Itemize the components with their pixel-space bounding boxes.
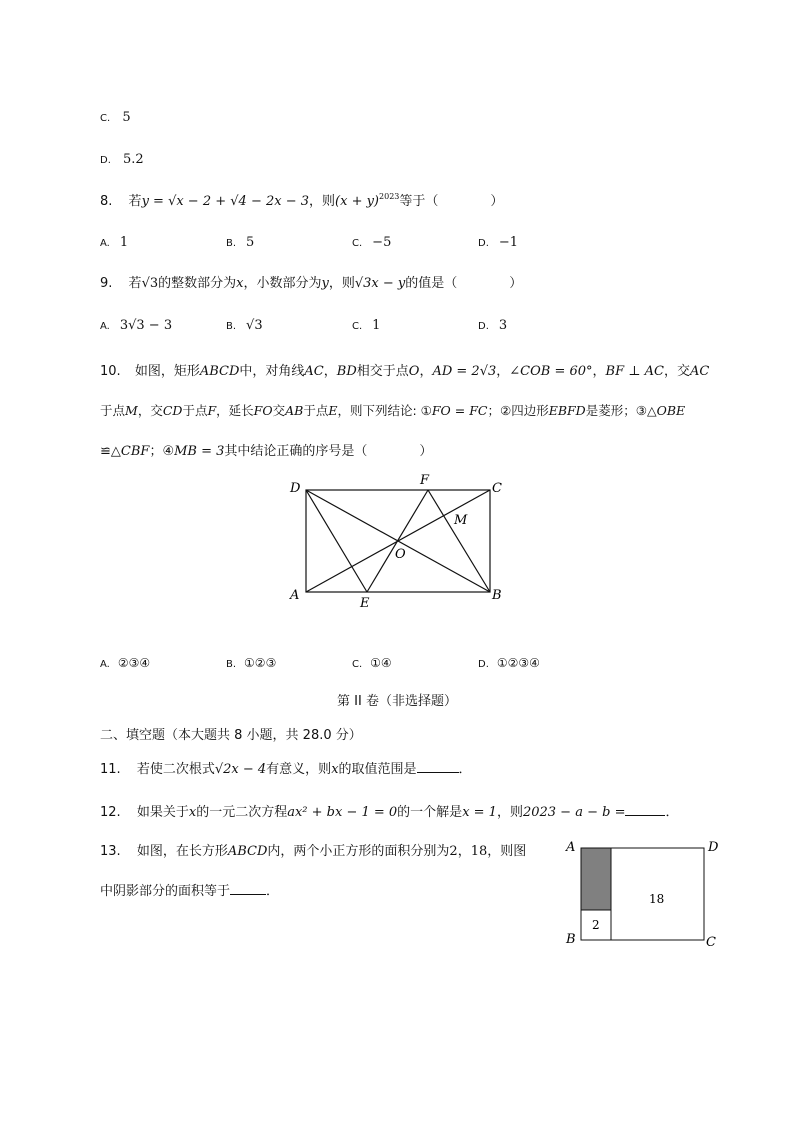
question-text: 若 bbox=[128, 276, 142, 291]
question-text: ④ bbox=[162, 444, 175, 459]
option-d: D. 3 bbox=[478, 318, 508, 333]
question-text: 内，两个小正方形的面积分别为 bbox=[267, 844, 450, 859]
vertex-label-b: B bbox=[566, 932, 576, 947]
math: x = 1 bbox=[462, 805, 497, 820]
math: AC bbox=[304, 364, 324, 379]
question-number: 13. bbox=[100, 844, 121, 859]
question-text: 于点 bbox=[182, 403, 208, 418]
math: x bbox=[331, 762, 339, 777]
equation: y = √x − 2 + √4 − 2x − 3 bbox=[141, 194, 310, 209]
segment-fb bbox=[428, 490, 490, 592]
question-text: 的整数部分为 bbox=[158, 276, 237, 291]
vertex-label-d: D bbox=[708, 840, 719, 855]
math: ∠COB = 60° bbox=[509, 364, 593, 379]
math: F bbox=[207, 403, 217, 418]
math: △OBE bbox=[646, 403, 686, 418]
question-text: ，则 bbox=[328, 276, 355, 291]
math: 18 bbox=[470, 844, 488, 859]
section-title: 第 II 卷（非选择题） bbox=[337, 694, 457, 709]
question-text: 的一元二次方程 bbox=[196, 805, 288, 820]
question-text: 若使二次根式 bbox=[136, 762, 215, 777]
question-text: ． bbox=[266, 884, 280, 899]
option-a: A. ②③④ bbox=[100, 656, 151, 670]
math: O bbox=[408, 364, 420, 379]
question-text: 若 bbox=[128, 194, 142, 209]
question-text: ， bbox=[592, 364, 606, 379]
question-text: 等于（ bbox=[399, 194, 439, 209]
question-text: ，则图 bbox=[487, 844, 527, 859]
math: △CBF bbox=[110, 444, 150, 459]
question-number: 11. bbox=[100, 762, 121, 777]
option-d: D. −1 bbox=[478, 235, 519, 250]
question-text: ， bbox=[419, 364, 433, 379]
math: BF ⊥ AC bbox=[605, 364, 664, 379]
option-c bbox=[100, 110, 131, 125]
option-label: D. bbox=[100, 155, 111, 166]
math: x bbox=[188, 805, 197, 820]
question-text: 的值是（ bbox=[405, 276, 458, 291]
option-a: A. 3√3 − 3 bbox=[100, 318, 173, 333]
question-number: 12. bbox=[100, 805, 121, 820]
segment-ef bbox=[367, 490, 428, 592]
big-square-label: 18 bbox=[649, 892, 665, 906]
question-text: 中，对角线 bbox=[239, 364, 305, 379]
question-text: 如果关于 bbox=[136, 805, 189, 820]
question-text: 于点 bbox=[100, 403, 126, 418]
math: √3 bbox=[141, 276, 159, 291]
math: BD bbox=[336, 364, 357, 379]
vertex-label-a: A bbox=[566, 840, 576, 855]
question-text: 其中结论正确的序号是（ bbox=[224, 444, 368, 459]
option-d bbox=[100, 152, 144, 167]
question-text: 的一个解是 bbox=[397, 805, 463, 820]
question-text: ， bbox=[457, 844, 471, 859]
answer-blank bbox=[625, 803, 665, 816]
point-label-m: M bbox=[454, 513, 468, 528]
math: MB = 3 bbox=[174, 444, 225, 459]
question-text: ，则 bbox=[496, 805, 523, 820]
math: EBFD bbox=[548, 403, 586, 418]
option-c: C. 1 bbox=[352, 318, 381, 333]
question-text: ，则下列结论: bbox=[337, 403, 421, 418]
math: FO bbox=[253, 403, 273, 418]
question-13-line-2 bbox=[100, 880, 279, 899]
rectangle-squares-figure bbox=[562, 836, 732, 954]
math: y bbox=[321, 276, 329, 291]
math: M bbox=[125, 403, 138, 418]
question-line-2 bbox=[100, 401, 685, 419]
question-text: 如图，在长方形 bbox=[136, 844, 228, 859]
vertex-label-d: D bbox=[290, 481, 301, 496]
question-text: ． bbox=[458, 762, 472, 777]
math: x bbox=[236, 276, 244, 291]
math: 2023 − a − b = bbox=[522, 805, 626, 820]
option-c: C. ①④ bbox=[352, 656, 392, 670]
math: AC bbox=[689, 364, 710, 379]
question-text: ② bbox=[499, 403, 512, 418]
question-8 bbox=[100, 190, 503, 209]
question-line-1 bbox=[135, 364, 709, 379]
question-text: ， bbox=[323, 364, 337, 379]
point-label-o: O bbox=[395, 547, 406, 562]
option-label: C. bbox=[100, 113, 111, 124]
small-square-label: 2 bbox=[592, 918, 600, 932]
question-text: ，交 bbox=[137, 403, 163, 418]
question-text: ① bbox=[420, 403, 432, 418]
question-text: ③ bbox=[635, 403, 647, 418]
question-text: 相交于点 bbox=[356, 364, 409, 379]
answer-blank bbox=[230, 882, 266, 895]
vertex-label-c: C bbox=[706, 935, 716, 950]
question-text: ， bbox=[496, 364, 510, 379]
question-text: 的取值范围是 bbox=[338, 762, 417, 777]
question-13 bbox=[100, 840, 526, 859]
expression: (x + y) bbox=[335, 194, 380, 209]
question-text: ≌ bbox=[100, 444, 111, 459]
question-line-3 bbox=[100, 440, 432, 459]
question-11 bbox=[100, 758, 472, 777]
vertex-label-c: C bbox=[492, 481, 502, 496]
point-label-f: F bbox=[420, 473, 430, 488]
paren-close: ） bbox=[509, 276, 523, 291]
math: CD bbox=[162, 403, 183, 418]
option-b: B. √3 bbox=[226, 318, 263, 333]
paren-close: ） bbox=[419, 444, 433, 459]
option-b: B. ①②③ bbox=[226, 656, 277, 670]
question-text: ． bbox=[665, 805, 679, 820]
question-number: 9. bbox=[100, 276, 113, 291]
rectangle-figure bbox=[280, 472, 520, 612]
math: AB bbox=[285, 403, 304, 418]
question-text: ； bbox=[149, 444, 163, 459]
answer-blank bbox=[417, 760, 459, 773]
question-text: 于点 bbox=[303, 403, 329, 418]
paren-close: ） bbox=[490, 194, 504, 209]
option-a: A. 1 bbox=[100, 235, 129, 250]
exponent: 2023 bbox=[379, 192, 400, 201]
math: E bbox=[328, 403, 338, 418]
question-text: 是菱形； bbox=[585, 403, 636, 418]
question-text: 四边形 bbox=[511, 403, 549, 418]
vertex-label-b: B bbox=[492, 588, 502, 603]
question-text: 交 bbox=[272, 403, 286, 418]
question-text: 有意义，则 bbox=[266, 762, 332, 777]
option-b: B. 5 bbox=[226, 235, 255, 250]
math: AD = 2√3 bbox=[432, 364, 497, 379]
shaded-region bbox=[581, 848, 611, 910]
math: FO = FC bbox=[431, 403, 488, 418]
point-label-e: E bbox=[360, 596, 370, 611]
question-text: 中阴影部分的面积等于 bbox=[100, 884, 231, 899]
math: √3x − y bbox=[354, 276, 406, 291]
math: ABCD bbox=[227, 844, 268, 859]
option-c: C. −5 bbox=[352, 235, 392, 250]
question-text: ，小数部分为 bbox=[243, 276, 322, 291]
question-12 bbox=[100, 801, 678, 820]
math: ABCD bbox=[199, 364, 240, 379]
question-10 bbox=[100, 360, 709, 379]
question-number: 10. bbox=[100, 364, 121, 379]
question-text: ，则 bbox=[309, 194, 336, 209]
vertex-label-a: A bbox=[290, 588, 300, 603]
option-d: D. ①②③④ bbox=[478, 656, 540, 670]
option-value: 5.2 bbox=[123, 152, 144, 167]
question-9 bbox=[100, 272, 522, 291]
math: √2x − 4 bbox=[214, 762, 267, 777]
option-value: 5 bbox=[122, 110, 131, 125]
question-text: ，延长 bbox=[216, 403, 254, 418]
section-heading: 二、填空题（本大题共 8 小题，共 28.0 分） bbox=[100, 728, 362, 743]
math: 2 bbox=[449, 844, 458, 859]
question-text: ，交 bbox=[663, 364, 690, 379]
math: ax² + bx − 1 = 0 bbox=[287, 805, 398, 820]
question-number: 8. bbox=[100, 194, 113, 209]
question-line-3-text bbox=[100, 444, 367, 459]
segment-de bbox=[306, 490, 367, 592]
question-text: 如图，矩形 bbox=[134, 364, 200, 379]
question-text: ； bbox=[487, 403, 500, 418]
